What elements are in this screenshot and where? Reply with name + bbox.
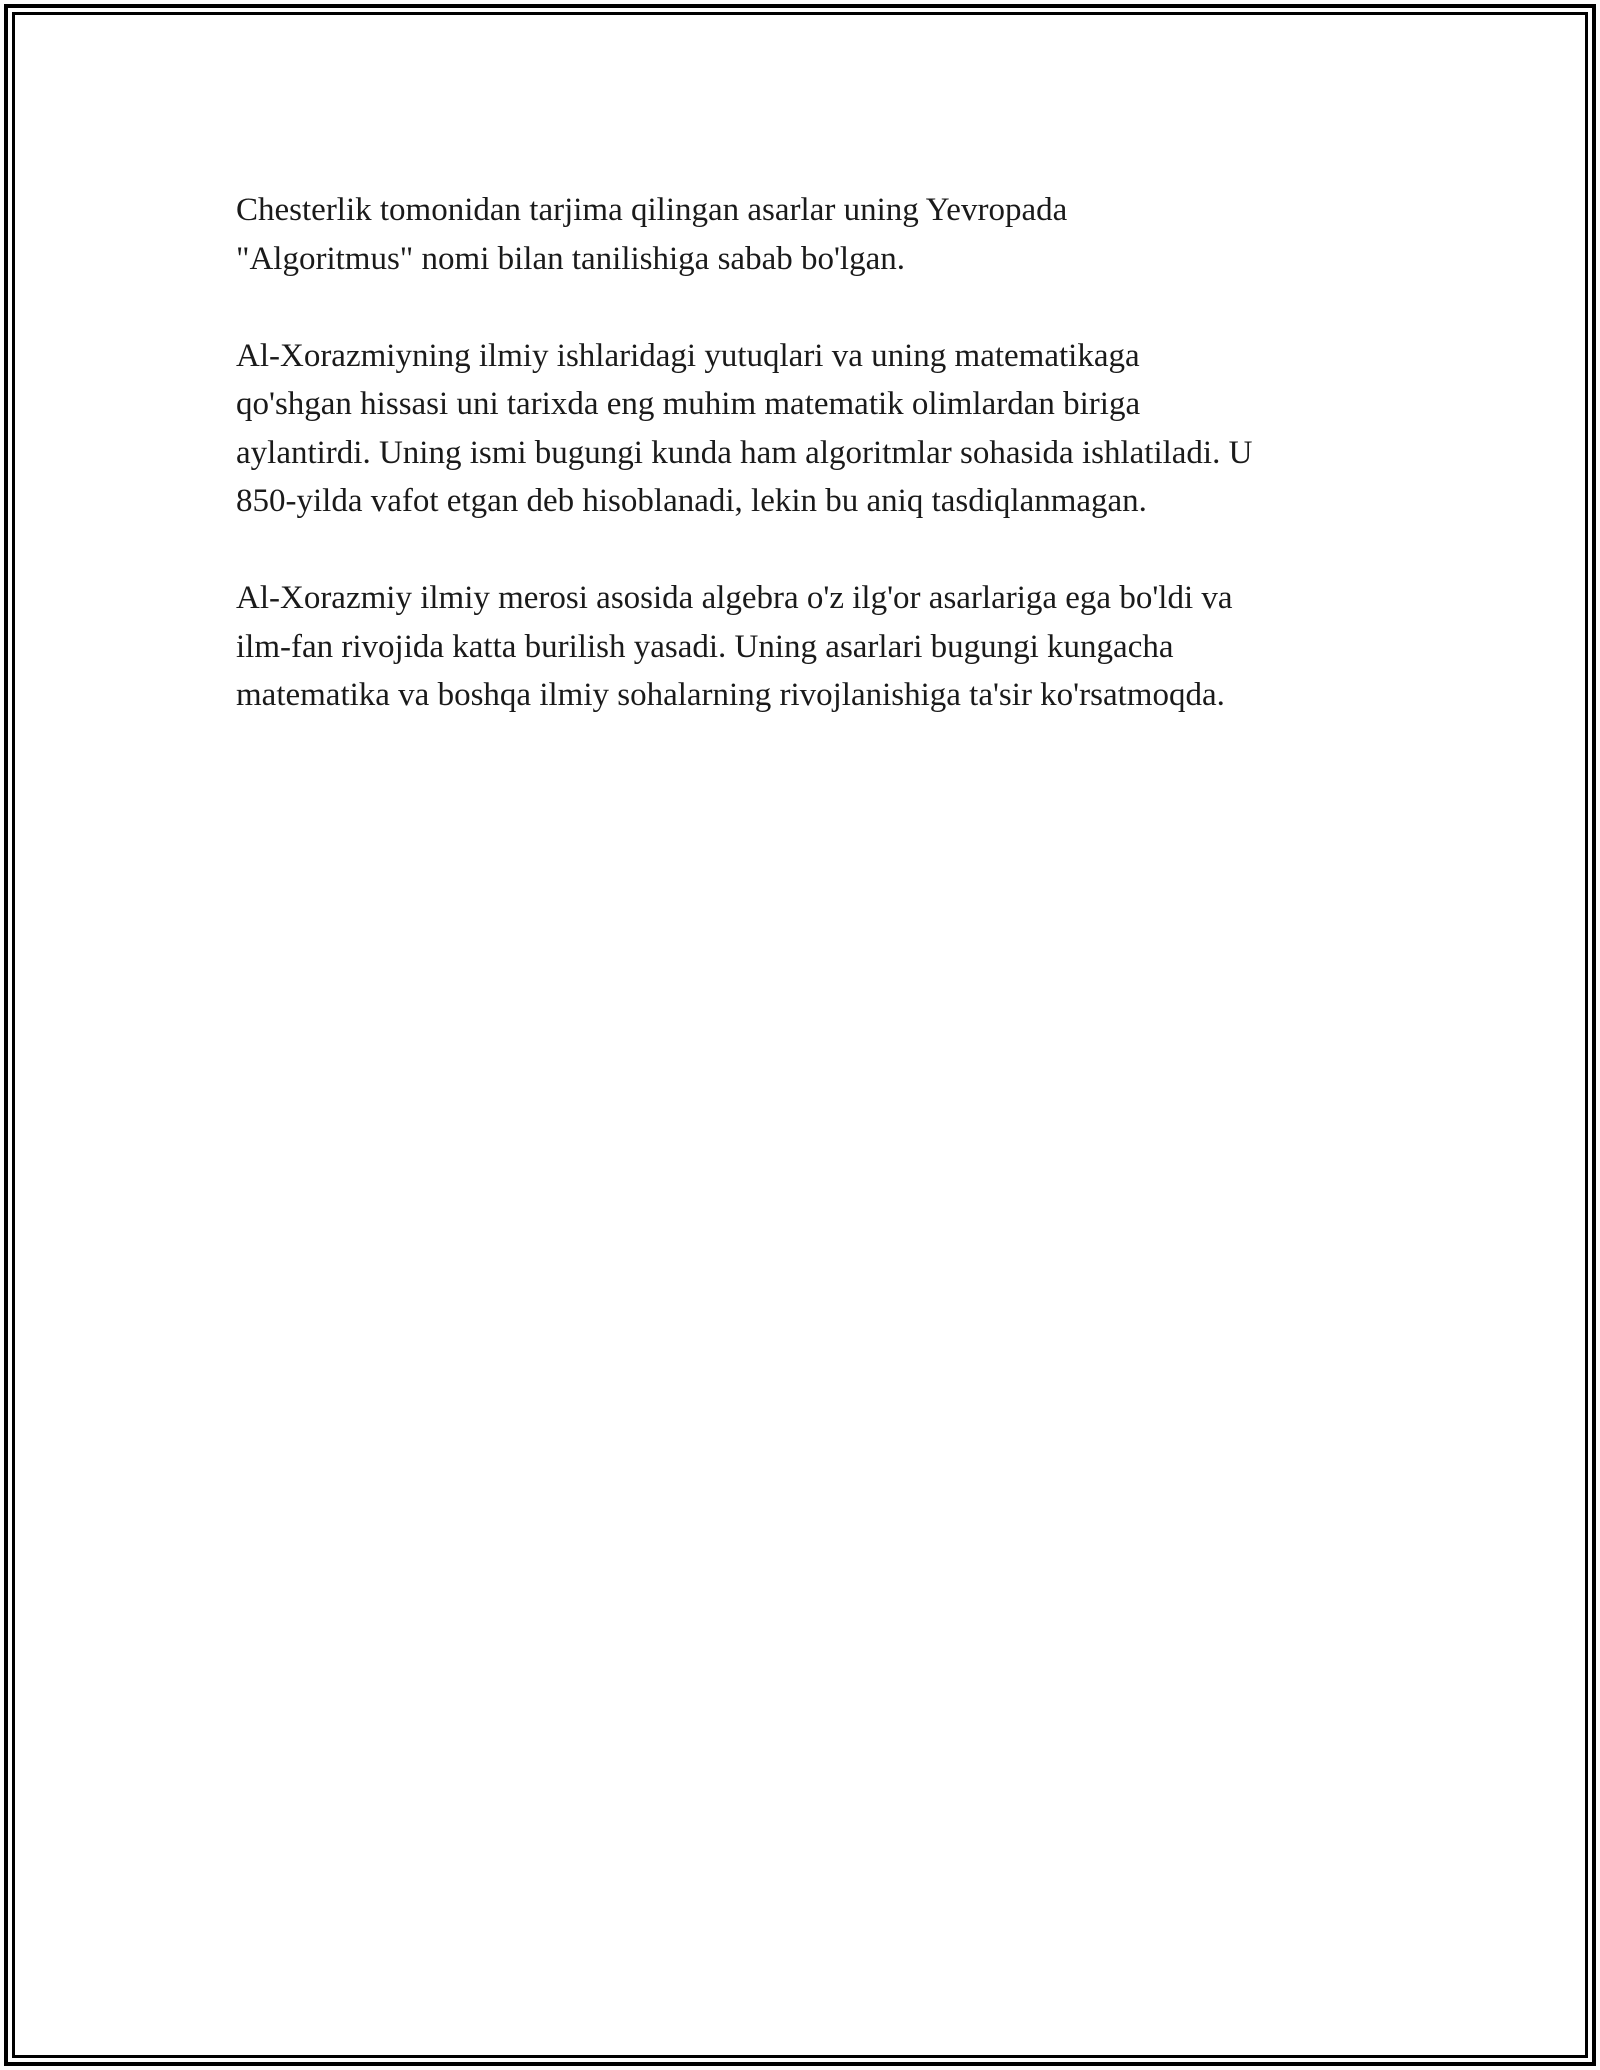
paragraph-2: [236, 332, 1386, 526]
paragraph-line: ilm-fan rivojida katta burilish yasadi. Uning asarlari bugungi kungacha: [236, 628, 1174, 665]
paragraph-line: Al-Xorazmiy ilmiy merosi asosida algebra o'z ilg'or asarlariga ega bo'ldi va: [236, 580, 1233, 616]
paragraph-3: [236, 574, 1386, 720]
document-body: [236, 186, 1386, 768]
paragraph-line: qo'shgan hissasi uni tarixda eng muhim matematik olimlardan biriga: [236, 386, 1141, 422]
paragraph-line: 850-yilda vafot etgan deb hisoblanadi, lekin bu aniq tasdiqlanmagan.: [236, 483, 1147, 519]
paragraph-line: Chesterlik tomonidan tarjima qilingan asarlar uning Yevropada: [236, 192, 1068, 228]
paragraph-line: aylantirdi. Uning ismi bugungi kunda ham algoritmlar sohasida ishlatiladi. U: [236, 434, 1253, 471]
paragraph-line: Al-Xorazmiyning ilmiy ishlaridagi yutuqlari va uning matematikaga: [236, 337, 1140, 374]
paragraph-1: [236, 186, 1386, 283]
paragraph-line: matematika va boshqa ilmiy sohalarning rivojlanishiga ta'sir ko'rsatmoqda.: [236, 677, 1225, 713]
paragraph-line: "Algoritmus" nomi bilan tanilishiga sabab bo'lgan.: [236, 240, 905, 277]
